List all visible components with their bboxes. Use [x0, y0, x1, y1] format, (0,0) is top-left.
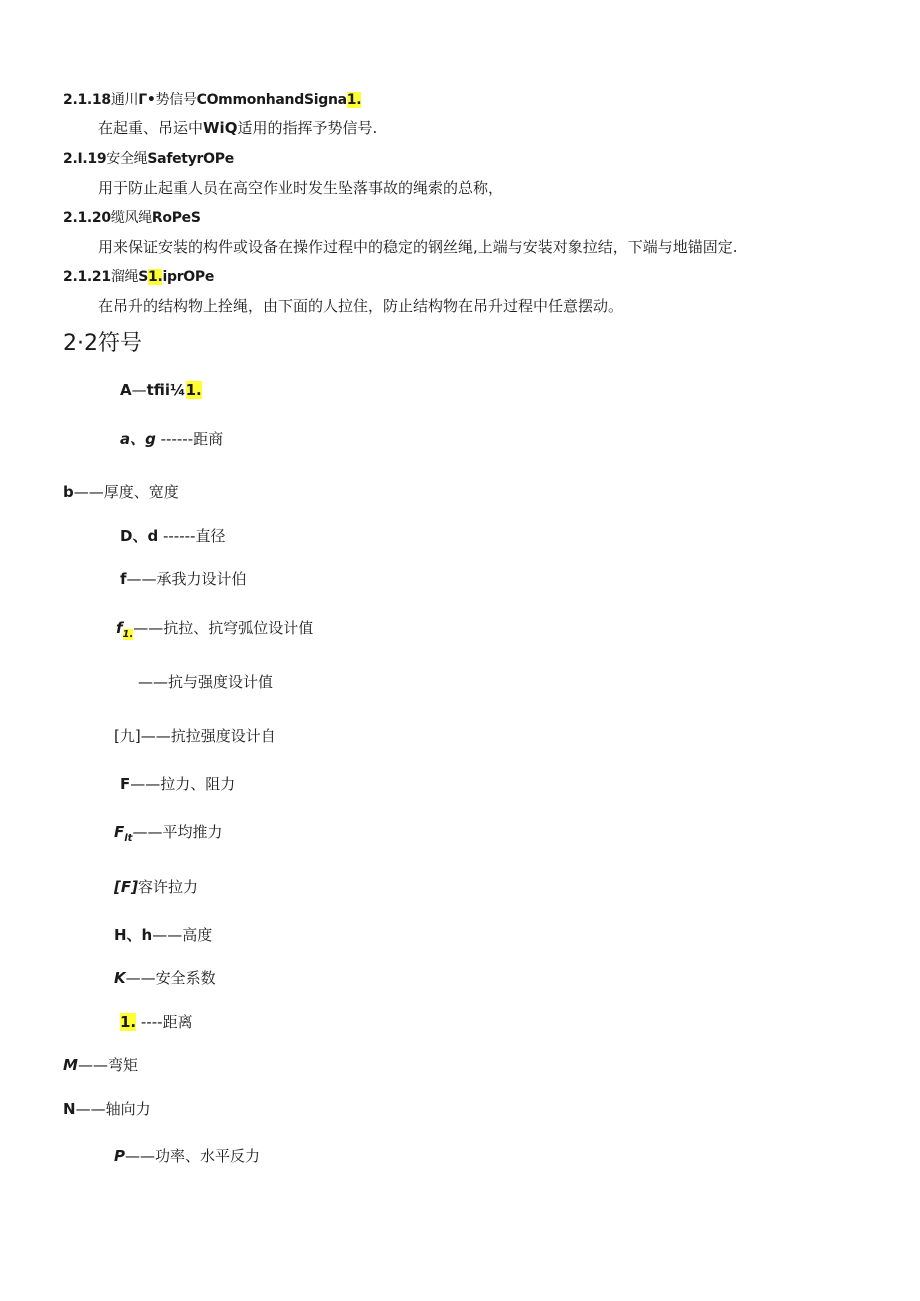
- symbol-desc: 平均推力: [162, 823, 223, 841]
- symbol-desc: 高度: [182, 926, 213, 944]
- symbol-desc: 安全系数: [155, 969, 216, 987]
- term-zh: 缆风绳: [110, 210, 152, 226]
- symbol-dash: ——: [77, 1056, 108, 1074]
- symbol-N: [63, 1098, 151, 1119]
- symbol-letter: f: [116, 619, 123, 637]
- symbol-f: [120, 568, 247, 589]
- symbol-letter: [F]: [114, 878, 138, 896]
- highlight-mark: 1.: [346, 92, 362, 108]
- symbol-D-d: [120, 525, 225, 546]
- symbol-b: [63, 481, 179, 502]
- symbol-desc: 功率、水平反力: [155, 1147, 261, 1165]
- symbol-dash: —: [131, 381, 147, 399]
- symbol-desc: tfii¼: [146, 381, 186, 399]
- term-garble: Γ•: [138, 92, 156, 108]
- symbol-desc: 承我力设计伯: [156, 570, 247, 588]
- symbol-letter: F: [120, 775, 131, 793]
- symbol-desc: 拉力、阻力: [160, 775, 236, 793]
- symbol-dash: ——: [73, 483, 104, 501]
- symbol-letter: M: [63, 1056, 78, 1074]
- symbol-letter: [九]: [114, 727, 141, 745]
- symbol-letter: H、h: [114, 926, 153, 944]
- symbol-dash: ------: [155, 430, 194, 448]
- symbol-desc: 弯矩: [107, 1056, 138, 1074]
- symbol-dash: ——: [152, 926, 183, 944]
- term-definition-2-1-21: 在吊升的结构物上拴绳，由下面的人拉住，防止结构物在吊升过程中任意摆动。: [98, 297, 624, 315]
- symbol-letter: F: [114, 823, 125, 841]
- symbol-H-h: [114, 924, 212, 945]
- symbol-letter: b: [63, 483, 74, 501]
- symbol-jiu: [114, 725, 276, 746]
- def-text: 在起重、吊运中: [98, 119, 204, 137]
- highlight-mark: 1.: [148, 269, 163, 285]
- symbol-a-g: [120, 428, 223, 449]
- term-zh: 安全绳: [106, 151, 148, 167]
- term-heading-2-1-19: [63, 148, 234, 168]
- term-en: COmmonhandSigna: [196, 92, 347, 108]
- term-number: 2.1.20: [63, 210, 111, 226]
- symbol-dash: ——: [140, 727, 171, 745]
- section-title: 2·2符号: [63, 331, 142, 356]
- symbol-unlabeled: [138, 671, 273, 692]
- symbol-dash: ----: [136, 1013, 163, 1031]
- symbol-dash: ——: [133, 619, 164, 637]
- term-heading-2-1-20: [63, 207, 201, 227]
- symbol-desc: 抗与强度设计值: [168, 673, 274, 691]
- term-zh: 溜绳: [110, 269, 139, 285]
- term-zh: 通川: [110, 92, 139, 108]
- term-en: SafetyrOPe: [147, 151, 234, 167]
- highlight-mark: 1.: [120, 1013, 137, 1031]
- symbol-l: [120, 1011, 193, 1032]
- symbol-M: [63, 1054, 138, 1075]
- symbol-desc: 抗拉强度设计自: [170, 727, 276, 745]
- symbol-dash: ——: [126, 570, 157, 588]
- symbol-dash: ——: [132, 823, 163, 841]
- symbol-dash: ——: [138, 673, 168, 691]
- symbol-P: [114, 1145, 260, 1166]
- symbol-letter: D、d: [120, 527, 159, 545]
- symbol-letter: N: [63, 1100, 76, 1118]
- symbol-dash: ——: [75, 1100, 106, 1118]
- term-heading-2-1-21: [63, 266, 214, 286]
- symbol-letter: f: [120, 570, 127, 588]
- symbol-Ft: [114, 821, 222, 844]
- symbol-dash: ——: [130, 775, 161, 793]
- symbol-subscript: 1.: [122, 629, 134, 640]
- symbol-dash: ——: [125, 1147, 155, 1165]
- term-number: 2.I.19: [63, 151, 107, 167]
- symbol-desc: 容许拉力: [137, 878, 198, 896]
- term-definition-2-1-19: 用于防止起重人员在高空作业时发生坠落事故的绳索的总称，: [98, 179, 504, 197]
- symbol-letter: K: [114, 969, 126, 987]
- def-garble: WiQ: [203, 119, 238, 137]
- term-zh2: 势信号: [155, 92, 197, 108]
- term-definition-2-1-20: 用来保证安装的构件或设备在操作过程中的稳定的钢丝绳,上端与安装对象拉结，下端与地锚固定.: [98, 238, 738, 256]
- symbol-dash: ------: [158, 527, 196, 545]
- term-en: RoPeS: [151, 210, 201, 226]
- term-number: 2.1.21: [63, 269, 111, 285]
- symbol-F-bracket: [114, 876, 198, 897]
- symbol-F: [120, 773, 235, 794]
- symbol-desc: 轴向力: [105, 1100, 151, 1118]
- symbol-desc: 厚度、宽度: [103, 483, 179, 501]
- term-en: iprOPe: [162, 269, 215, 285]
- highlight-mark: 1.: [185, 381, 202, 399]
- symbol-f1: [116, 617, 313, 640]
- symbol-letter: P: [114, 1147, 125, 1165]
- symbol-subscript: lt: [124, 833, 133, 844]
- term-en-prefix: S: [138, 269, 149, 285]
- symbol-letter: A: [120, 381, 132, 399]
- symbol-desc: 抗拉、抗穹弧位设计值: [163, 619, 314, 637]
- symbol-desc: 直径: [195, 527, 226, 545]
- term-heading-2-1-18: [63, 89, 361, 109]
- term-number: 2.1.18: [63, 92, 111, 108]
- term-definition-2-1-18: [98, 117, 377, 138]
- symbol-A: [120, 381, 202, 399]
- symbol-K: [114, 967, 216, 988]
- def-text-end: 适用的指挥予势信号.: [237, 119, 378, 137]
- symbol-desc: 距离: [162, 1013, 193, 1031]
- symbol-letter: a、g: [120, 430, 156, 448]
- symbol-dash: ——: [125, 969, 156, 987]
- symbol-desc: 距商: [193, 430, 224, 448]
